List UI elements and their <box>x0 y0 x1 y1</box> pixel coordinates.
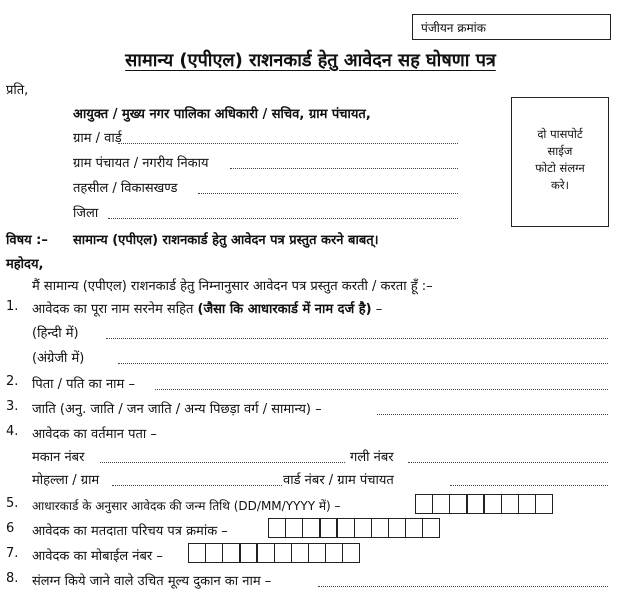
digit-box[interactable] <box>449 494 467 514</box>
name-english-label: (अंग्रेजी में) <box>32 351 85 366</box>
item-number: 5. <box>6 496 19 511</box>
digit-box[interactable] <box>535 494 553 514</box>
village-ward-label: ग्राम / वार्ड <box>73 131 122 146</box>
digit-box[interactable] <box>291 543 309 563</box>
mobile-boxes[interactable] <box>188 543 359 563</box>
digit-box[interactable] <box>388 518 406 538</box>
digit-box[interactable] <box>466 494 484 514</box>
intro-text: मैं सामान्य (एपीएल) राशनकार्ड हेतु निम्नानुसार आवेदन पत्र प्रस्तुत करती / करता हूँ :– <box>32 279 433 294</box>
digit-box[interactable] <box>319 518 337 538</box>
photo-line: साईज <box>547 144 573 158</box>
item-number: 4. <box>6 424 19 439</box>
digit-box[interactable] <box>415 494 433 514</box>
photo-line: करे। <box>551 178 569 192</box>
subject-label: विषय :– <box>6 233 48 248</box>
digit-box[interactable] <box>274 543 292 563</box>
subject-text: सामान्य (एपीएल) राशनकार्ड हेतु आवेदन पत्र प्रस्तुत करने बाबत्। <box>73 233 379 248</box>
locality-field[interactable] <box>112 485 282 486</box>
house-number-field[interactable] <box>100 462 345 463</box>
digit-box[interactable] <box>501 494 519 514</box>
digit-box[interactable] <box>518 494 536 514</box>
digit-box[interactable] <box>205 543 223 563</box>
father-name-label: पिता / पति का नाम – <box>32 377 135 392</box>
caste-label: जाति (अनु. जाति / जन जाति / अन्य पिछड़ा वर्ग / सामान्य) – <box>32 402 322 417</box>
digit-box[interactable] <box>354 518 372 538</box>
digit-box[interactable] <box>256 543 274 563</box>
page-title: सामान्य (एपीएल) राशनकार्ड हेतु आवेदन सह घोषणा पत्र <box>125 50 496 71</box>
street-number-field[interactable] <box>408 462 608 463</box>
digit-box[interactable] <box>308 543 326 563</box>
applicant-name-label: आवेदक का पूरा नाम सरनेम सहित (जैसा कि आधारकार्ड में नाम दर्ज है) – <box>32 302 383 317</box>
name-hindi-field[interactable] <box>106 338 608 339</box>
digit-box[interactable] <box>371 518 389 538</box>
item-number: 2. <box>6 374 19 389</box>
house-number-label: मकान नंबर <box>32 450 85 465</box>
father-name-field[interactable] <box>155 389 608 390</box>
ward-field[interactable] <box>450 485 608 486</box>
digit-box[interactable] <box>268 518 286 538</box>
officer-line: आयुक्त / मुख्य नगर पालिका अधिकारी / सचिव, ग्राम पंचायत, <box>73 107 371 122</box>
digit-box[interactable] <box>342 543 360 563</box>
digit-box[interactable] <box>302 518 320 538</box>
digit-box[interactable] <box>285 518 303 538</box>
item-number: 6 <box>6 521 15 536</box>
registration-number-label: पंजीयन क्रमांक <box>421 21 486 35</box>
digit-box[interactable] <box>188 543 206 563</box>
digit-box[interactable] <box>483 494 501 514</box>
name-english-field[interactable] <box>118 363 608 364</box>
panchayat-label: ग्राम पंचायत / नगरीय निकाय <box>73 156 209 171</box>
caste-field[interactable] <box>377 414 608 415</box>
ward-label: वार्ड नंबर / ग्राम पंचायत <box>283 473 394 488</box>
photo-line: फोटो संलग्न <box>535 161 585 175</box>
digit-box[interactable] <box>422 518 440 538</box>
street-number-label: गली नंबर <box>350 450 394 465</box>
tehsil-field[interactable] <box>198 193 458 194</box>
digit-box[interactable] <box>325 543 343 563</box>
fair-price-shop-label: संलग्न किये जाने वाले उचित मूल्य दुकान का नाम – <box>32 574 272 589</box>
digit-box[interactable] <box>222 543 240 563</box>
digit-box[interactable] <box>405 518 423 538</box>
voter-id-boxes[interactable] <box>268 518 439 538</box>
district-label: जिला <box>73 206 99 221</box>
item-number: 1. <box>6 299 19 314</box>
district-field[interactable] <box>108 218 458 219</box>
digit-box[interactable] <box>336 518 354 538</box>
photo-line: दो पासपोर्ट <box>537 127 583 141</box>
locality-label: मोहल्ला / ग्राम <box>32 473 100 488</box>
village-ward-field[interactable] <box>118 143 458 144</box>
registration-number-box[interactable] <box>412 14 611 40</box>
mobile-label: आवेदक का मोबाईल नंबर – <box>32 549 163 564</box>
digit-box[interactable] <box>432 494 450 514</box>
tehsil-label: तहसील / विकासखण्ड <box>73 181 178 196</box>
voter-id-label: आवेदक का मतदाता परिचय पत्र क्रमांक – <box>32 524 228 539</box>
panchayat-field[interactable] <box>230 168 458 169</box>
photo-box[interactable] <box>511 97 609 227</box>
dob-boxes[interactable] <box>415 494 552 514</box>
name-hindi-label: (हिन्दी में) <box>32 326 79 341</box>
dob-label: आधारकार्ड के अनुसार आवेदक की जन्म तिथि (DD/MM/YYYY में) – <box>32 499 341 513</box>
fair-price-shop-field[interactable] <box>318 586 608 587</box>
address-label: आवेदक का वर्तमान पता – <box>32 427 157 442</box>
prati-label: प्रति, <box>6 83 29 98</box>
item-number: 7. <box>6 546 19 561</box>
salutation: महोदय, <box>6 257 44 272</box>
item-number: 3. <box>6 399 19 414</box>
item-number: 8. <box>6 571 19 586</box>
digit-box[interactable] <box>239 543 257 563</box>
